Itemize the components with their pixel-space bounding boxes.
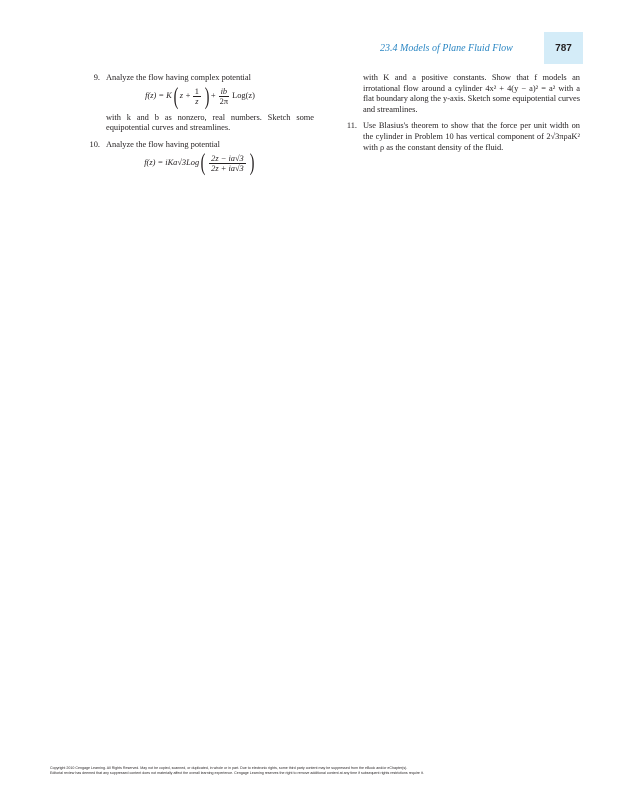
problem-number: 11. <box>346 121 357 131</box>
problem-11 <box>343 121 580 153</box>
problem-10 <box>86 140 314 151</box>
left-paren: ( <box>173 83 179 110</box>
problem-number: 10. <box>89 139 100 149</box>
problem-10-continued: with K and a positive constants. Show that f models an irrotational flow around a cylinder 4x² + 4(y − a)² = a² with a flat boundary along the y-axis. Sketch some equipotential curves and streamlines. <box>363 73 580 114</box>
fraction-denominator: 2z + ia√3 <box>211 163 244 173</box>
fraction-numerator: 2z − ia√3 <box>211 153 244 163</box>
fraction-1 <box>193 87 201 106</box>
eq-lhs: f(z) = iKa√3Log <box>144 158 200 168</box>
right-column <box>343 73 580 153</box>
left-column <box>86 73 314 179</box>
left-paren: ( <box>200 150 206 177</box>
equation-10 <box>86 150 314 177</box>
footer-line-1: Copyright 2010 Cengage Learning. All Rights Reserved. May not be copied, scanned, or duplicated, in whole or in part. Due to electronic rights, some third party content may be suppressed from the eBook and/or eChapter(s). <box>50 766 408 770</box>
eq-lhs: f(z) = K <box>145 91 172 101</box>
problem-text: Analyze the flow having potential <box>106 139 220 149</box>
problem-text: Analyze the flow having complex potential <box>106 73 251 82</box>
fraction-2 <box>218 87 230 106</box>
page-number: 787 <box>544 32 583 64</box>
fraction-denominator: z <box>195 97 199 107</box>
footer-line-2: Editorial review has deemed that any suppressed content does not materially affect the overall learning experience. Cengage Learning reserves the right to remove additional content at any time if subsequent rights restrictions require it. <box>50 771 424 775</box>
problem-number: 9. <box>93 73 100 82</box>
eq-z-term: z + <box>179 91 191 101</box>
problem-9-after: with k and b as nonzero, real numbers. Sketch some equipotential curves and streamlines. <box>106 112 314 133</box>
copyright-footer <box>50 766 590 776</box>
equation-9 <box>86 83 314 110</box>
section-title: 23.4 Models of Plane Fluid Flow <box>380 43 513 54</box>
right-paren: ) <box>249 150 255 177</box>
fraction-numerator: ib <box>220 87 228 97</box>
eq-log: Log(z) <box>232 91 255 101</box>
right-paren: ) <box>204 83 210 110</box>
fraction-numerator: 1 <box>194 87 199 97</box>
fraction-log <box>209 154 246 173</box>
problem-text: Use Blasius's theorem to show that the force per unit width on the cylinder in Problem 10 has vertical component of 2√3πρaK² with ρ as the constant density of the fluid. <box>363 121 580 152</box>
fraction-denominator: 2π <box>219 97 229 107</box>
problem-9 <box>86 73 314 84</box>
eq-plus: + <box>210 91 216 101</box>
